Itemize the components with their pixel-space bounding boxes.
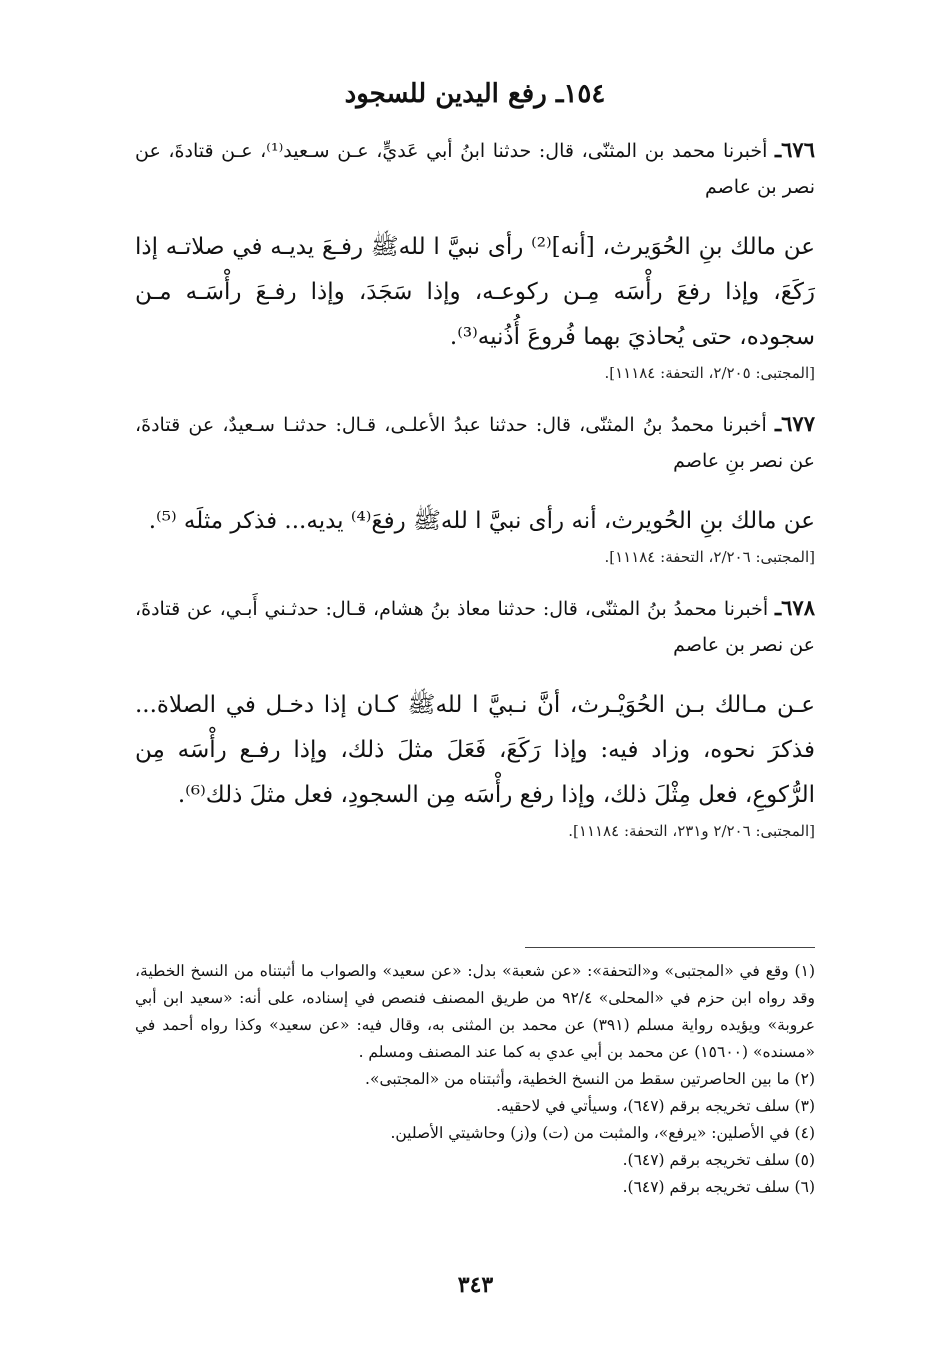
hadith-number: ٦٧٧ـ bbox=[775, 410, 815, 436]
isnad-text: أخبرنا محمد بن المثنّى، قال: حدثنا ابنُ أبي عَديٍّ، عـن سـعيد⁽¹⁾، عـن قتادةَ، عن نصر بن عاصم bbox=[135, 139, 815, 198]
footnote-4: (٤) في الأصلين: «يرفع»، والمثبت من (ت) و(ز) وحاشيتي الأصلين. bbox=[390, 1124, 815, 1142]
footnote-6: (٦) سلف تخريجه برقم (٦٤٧). bbox=[622, 1178, 815, 1196]
hadith-matn: عـن مـالك بـن الحُوَيْـرث، أنَّ نـبيَّ ا للهﷺ كـان إذا دخـل في الصلاة... فذكرَ نحوه، وزاد فيه: وإذا رَكَعَ، فَعَلَ مثلَ ذلك، وإذا رفـع رأْسَه مِن الرُّكوعِ، فعل مِثْلَ ذلك، وإذا رفع رأْسَه مِن السجودِ، فعل مثلَ ذلك⁽⁶⁾. bbox=[135, 691, 815, 808]
footnote-3: (٣) سلف تخريجه برقم (٦٤٧)، وسيأتي في لاحقيه. bbox=[496, 1097, 815, 1115]
hadith-isnad bbox=[135, 590, 815, 663]
hadith-676 bbox=[135, 132, 815, 384]
chapter-title: ١٥٤ـ رفع اليدين للسجود bbox=[344, 79, 606, 109]
hadith-number: ٦٧٨ـ bbox=[775, 594, 815, 620]
footnote-5: (٥) سلف تخريجه برقم (٦٤٧). bbox=[622, 1151, 815, 1169]
hadith-isnad bbox=[135, 406, 815, 479]
isnad-text: أخبرنا محمدُ بنُ المثنّى، قال: حدثنا عبدُ الأعلـى، قـال: حدثنـا سـعيدٌ، عن قتادةَ، عن نصر بنِ عاصم bbox=[135, 413, 815, 472]
hadith-677 bbox=[135, 406, 815, 568]
footnotes bbox=[135, 958, 815, 1201]
footnote-divider-line bbox=[525, 947, 815, 948]
hadith-reference: [المجتبى: ٢/٢٠٥، التحفة: ١١١٨٤]. bbox=[604, 363, 815, 382]
hadith-matn: عن مالك بنِ الحُويرث، أنه رأى نبيَّ ا للهﷺ رفعَ⁽⁴⁾ يديه... فذكر مثلَه ⁽⁵⁾. bbox=[148, 507, 815, 534]
page-body bbox=[135, 78, 815, 864]
hadith-678 bbox=[135, 590, 815, 842]
hadith-number: ٦٧٦ـ bbox=[775, 136, 815, 162]
hadith-matn: عن مالك بنِ الحُوَيرث، [أنه]⁽²⁾ رأى نبيَّ ا للهﷺ رفـعَ يديـه في صلاتـه إذا رَكَعَ، وإذا رفعَ رأْسَه مِـن ركوعـه، وإذا سَجَدَ، وإذا رفـعَ رأْسَـه مـن سجوده، حتى يُحاذيَ بهما فُروعَ أُذُنيه⁽³⁾. bbox=[135, 233, 815, 350]
footnote-2: (٢) ما بين الحاصرتين سقط من النسخ الخطية، وأثبتناه من «المجتبى». bbox=[365, 1070, 815, 1088]
isnad-text: أخبرنا محمدُ بنُ المثنّى، قال: حدثنا معاذ بنُ هشام، قـال: حدثـني أَبـي، عن قتادةَ، عن نصر بن عاصم bbox=[135, 597, 815, 656]
hadith-reference: [المجتبى: ٢/٢٠٦، التحفة: ١١١٨٤]. bbox=[604, 547, 815, 566]
hadith-isnad bbox=[135, 132, 815, 205]
footnote-1: (١) وقع في «المجتبى» و«التحفة»: «عن شعبة» بدل: «عن سعيد» والصواب ما أثبتناه من النسخ الخطية، وقد رواه ابن حزم في «المحلى» ٩٢/٤ من طريق المصنف فنصص في إسناده، على أنه: «سعيد ابن أبي عروبة» ويؤيده رواية مسلم (٣٩١) عن محمد بن المثنى به، وقال فيه: «عن سعيد» وكذا رواه أحمد في «مسنده» (١٥٦٠٠) عن محمد بن أبي عدي به كما عند المصنف ومسلم . bbox=[135, 962, 815, 1061]
hadith-reference: [المجتبى: ٢/٢٠٦ و٢٣١، التحفة: ١١١٨٤]. bbox=[568, 821, 815, 840]
page-number: ٣٤٣ bbox=[457, 1272, 494, 1298]
